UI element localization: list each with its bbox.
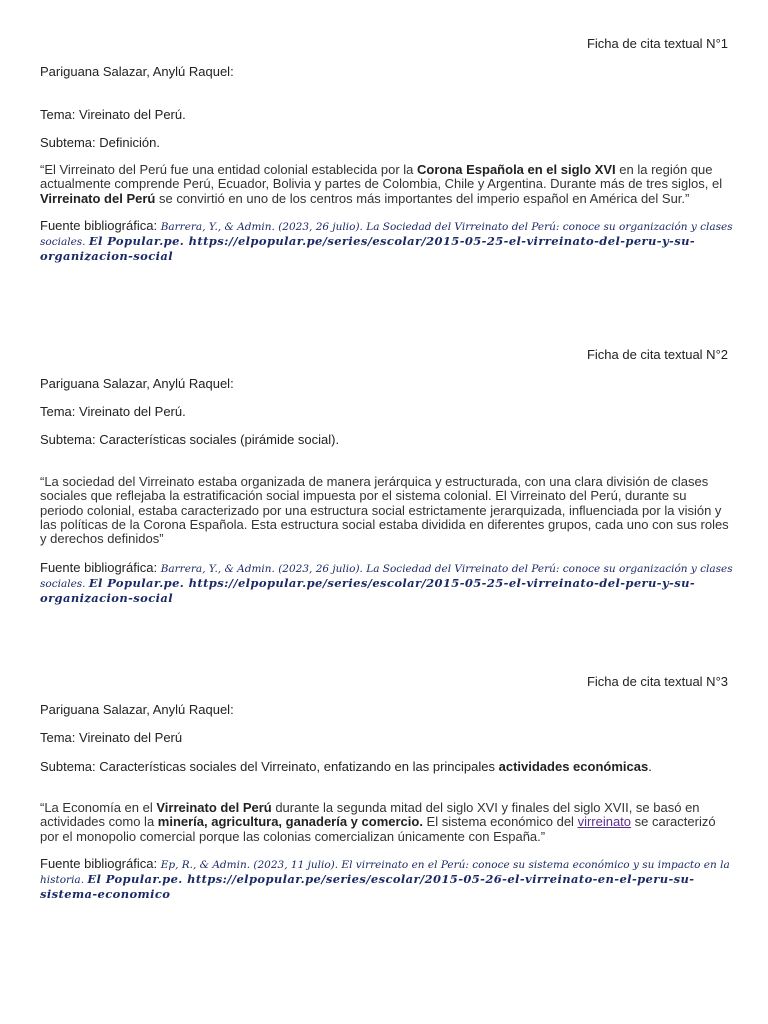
quote-paragraph: “El Virreinato del Perú fue una entidad colonial establecida por la Corona Española en el siglo XVI en la región que actualmente comprende Perú, Ecuador, Bolivia y partes de Colombia, Chile y Argentina. Durante más de tres siglos, el Virreinato del Perú se convirtió en uno de los centros más importantes del imperio español en América del Sur.” [40, 162, 723, 206]
source-label: Fuente bibliográfica: [40, 218, 161, 233]
subtema-line: Subtema: Definición. [40, 135, 160, 150]
source-url: El Popular.pe. https://elpopular.pe/series/escolar/2015-05-25-el-virreinato-del-peru-y-su-organizacion-social [40, 234, 696, 263]
source-reference: Barrera, Y., & Admin. (2023, 26 julio). La Sociedad del Virreinato del Perú: conoce su organización y clases sociales. [40, 221, 733, 248]
quote-paragraph: “La Economía en el Virreinato del Perú durante la segunda mitad del siglo XVI y finales del siglo XVII, se basó en actividades como la minería, agricultura, ganadería y comercio. El sistema económico del virreinato se caracterizó por el monopolio comercial porque las colonias comercializan únicamente con España.” [40, 800, 716, 844]
author-line: Pariguana Salazar, Anylú Raquel: [40, 64, 234, 79]
author-line: Pariguana Salazar, Anylú Raquel: [40, 376, 234, 391]
bibliographic-source [40, 219, 735, 263]
subtema-line: Subtema: Características sociales (pirámide social). [40, 432, 340, 447]
quote-paragraph: “La sociedad del Virreinato estaba organizada de manera jerárquica y estructurada, con una clara división de clases sociales que reflejaba la estratificación social impuesta por el sistema colonial. El Virreinato del Perú, durante su periodo colonial, estaba caracterizado por una estructura social estrictamente jerarquizada, influenciada por la visión y las políticas de la Corona Española. Esta estructura social estaba dividida en diferentes grupos, cada uno con sus roles y derechos definidos” [40, 474, 729, 547]
bibliographic-source [40, 561, 735, 605]
tema-line: Tema: Vireinato del Perú. [40, 107, 186, 122]
quote-emphasis: Virreinato del Perú [40, 190, 156, 206]
quote-emphasis: Corona Española en el siglo XVI [417, 162, 616, 177]
subtema-emphasis: actividades económicas [498, 759, 649, 774]
ficha-number: Ficha de cita textual N°3 [586, 674, 728, 689]
tema-line: Tema: Vireinato del Perú. [40, 404, 186, 419]
tema-line: Tema: Vireinato del Perú [40, 730, 183, 745]
ficha-number: Ficha de cita textual N°1 [586, 36, 728, 51]
subtema-line: Subtema: Características sociales del Virreinato, enfatizando en las principales actividades económicas. [40, 759, 652, 774]
quote-emphasis: Virreinato del Perú [156, 800, 272, 815]
source-url: El Popular.pe. https://elpopular.pe/series/escolar/2015-05-26-el-virreinato-en-el-peru-su-sistema-economico [40, 872, 695, 901]
virreinato-link[interactable]: virreinato [577, 814, 632, 830]
quote-emphasis: minería, agricultura, ganadería y comercio. [157, 814, 423, 830]
bibliographic-source [40, 857, 735, 901]
author-line: Pariguana Salazar, Anylú Raquel: [40, 702, 234, 717]
source-label: Fuente bibliográfica: [40, 560, 161, 575]
source-reference: Ep, R., & Admin. (2023, 11 julio). El virreinato en el Perú: conoce su sistema económico y su impacto en la historia. [40, 859, 730, 886]
ficha-number: Ficha de cita textual N°2 [586, 347, 728, 362]
source-reference: Barrera, Y., & Admin. (2023, 26 julio). La Sociedad del Virreinato del Perú: conoce su organización y clases sociales. [40, 563, 733, 590]
source-url: El Popular.pe. https://elpopular.pe/series/escolar/2015-05-25-el-virreinato-del-peru-y-su-organizacion-social [40, 576, 696, 605]
source-label: Fuente bibliográfica: [40, 856, 161, 871]
